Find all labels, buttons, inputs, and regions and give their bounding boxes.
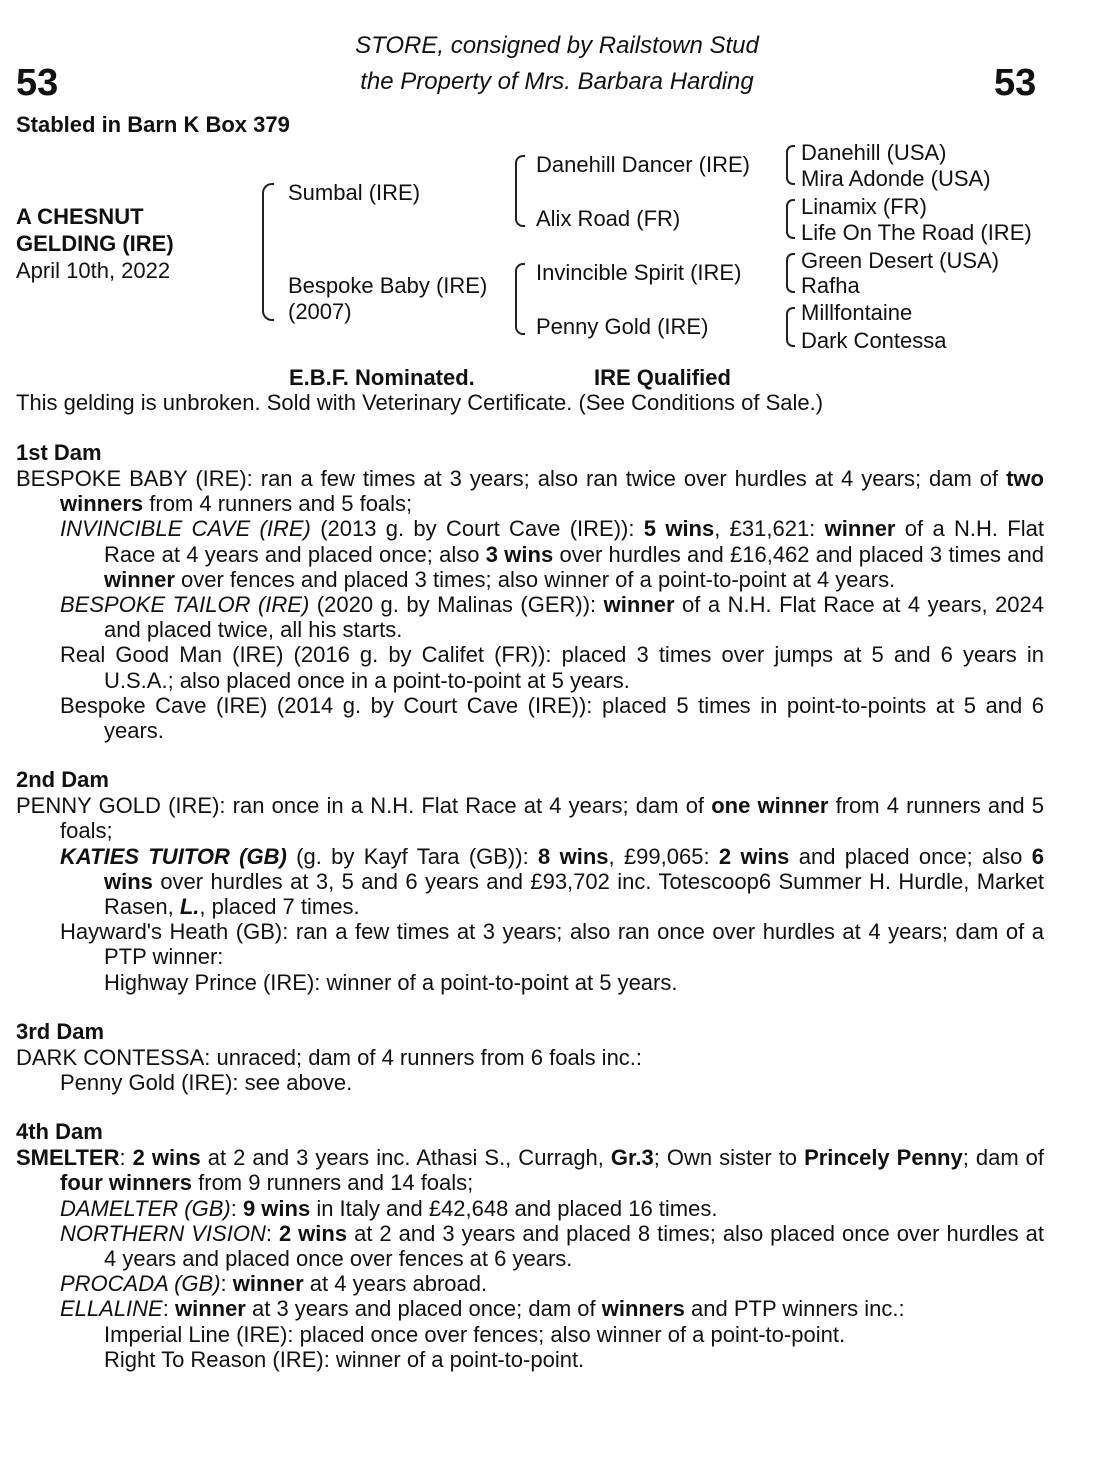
pedigree-ggs-3: Linamix (FR) <box>801 194 927 219</box>
dam1-intro: BESPOKE BABY (IRE): ran a few times at 3 years; also ran twice over hurdles at 4 years; dam of two winners from 4 runners and 5 foals; <box>16 466 1044 517</box>
pedigree-brace-dam <box>515 263 525 335</box>
ire-qualified: IRE Qualified <box>594 365 731 390</box>
horse-description-line2: GELDING (IRE) <box>16 231 174 256</box>
dam4-produce-1: DAMELTER (GB): 9 wins in Italy and £42,648 and placed 16 times. <box>60 1195 718 1221</box>
dam1-produce-4: Bespoke Cave (IRE) (2014 g. by Court Cave (IRE)): placed 5 times in point-to-points at 5 and 6 years. <box>60 692 1044 744</box>
pedigree-brace-g1 <box>786 145 795 185</box>
dam4-grandproduce-1: Imperial Line (IRE): placed once over fences; also winner of a point-to-point. <box>104 1321 846 1347</box>
lot-number-right: 53 <box>994 62 1037 104</box>
pedigree-brace-sire <box>515 155 525 227</box>
dam1-heading: 1st Dam <box>16 440 102 465</box>
pedigree-dam-dam: Penny Gold (IRE) <box>536 314 709 339</box>
dam3-intro: DARK CONTESSA: unraced; dam of 4 runners from 6 foals inc.: <box>16 1044 643 1070</box>
pedigree-ggd-6: Rafha <box>801 273 860 298</box>
dam4-heading: 4th Dam <box>16 1119 103 1145</box>
horse-description-line1: A CHESNUT <box>16 204 144 229</box>
pedigree-sire-sire: Danehill Dancer (IRE) <box>536 152 750 177</box>
dam3-produce-1: Penny Gold (IRE): see above. <box>60 1070 353 1096</box>
pedigree-dam: Bespoke Baby (IRE) <box>288 273 488 298</box>
property-line: the Property of Mrs. Barbara Harding <box>360 68 754 95</box>
pedigree-brace-g3 <box>786 253 795 293</box>
foaling-date: April 10th, 2022 <box>16 258 171 283</box>
dam3-heading: 3rd Dam <box>16 1018 105 1044</box>
dam2-heading: 2nd Dam <box>16 767 109 793</box>
pedigree-ggd-4: Life On The Road (IRE) <box>801 220 1032 245</box>
lot-number-left: 53 <box>16 62 59 104</box>
pedigree-ggd-2: Mira Adonde (USA) <box>801 166 991 191</box>
dam2-intro: PENNY GOLD (IRE): ran once in a N.H. Flat Race at 4 years; dam of one winner from 4 runners and 5 foals; <box>16 793 1045 844</box>
dam4-produce-2: NORTHERN VISION: 2 wins at 2 and 3 years and placed 8 times; also placed once over hurdles at 4 years and placed once over fences at 6 years. <box>60 1220 1044 1272</box>
dam4-grandproduce-2: Right To Reason (IRE): winner of a point-to-point. <box>104 1346 585 1372</box>
sale-note: This gelding is unbroken. Sold with Veterinary Certificate. (See Conditions of Sale.) <box>16 390 824 415</box>
dam4-intro: SMELTER: 2 wins at 2 and 3 years inc. Athasi S., Curragh, Gr.3; Own sister to Princely Penny; dam of four winners from 9 runners and 14 foals; <box>16 1145 1045 1196</box>
pedigree-brace-g2 <box>786 199 795 239</box>
pedigree-dam-sire: Invincible Spirit (IRE) <box>536 260 742 285</box>
dam2-produce-2: Hayward's Heath (GB): ran a few times at 3 years; also ran once over hurdles at 4 years; dam of a PTP winner: <box>60 919 1044 970</box>
dam2-produce-1: KATIES TUITOR (GB) (g. by Kayf Tara (GB)): 8 wins, £99,065: 2 wins and placed once; also 6 wins over hurdles at 3, 5 and 6 years and £93,702 inc. Totescoop6 Summer H. Hurdle, Market Rasen, L., placed 7 times. <box>60 843 1044 920</box>
dam1-produce-3: Real Good Man (IRE) (2016 g. by Califet (FR)): placed 3 times over jumps at 5 and 6 years in U.S.A.; also placed once in a point-to-point at 5 years. <box>60 642 1044 693</box>
dam1-produce-2: BESPOKE TAILOR (IRE) (2020 g. by Malinas (GER)): winner of a N.H. Flat Race at 4 years, 2024 and placed twice, all his starts. <box>60 592 1044 643</box>
pedigree-ggd-8: Dark Contessa <box>801 328 947 353</box>
dam2-grandproduce-1: Highway Prince (IRE): winner of a point-to-point at 5 years. <box>104 969 678 995</box>
pedigree-ggs-1: Danehill (USA) <box>801 140 947 165</box>
catalogue-page <box>16 440 1044 1372</box>
pedigree-brace-g4 <box>786 307 795 347</box>
dam1-produce-1: INVINCIBLE CAVE (IRE) (2013 g. by Court Cave (IRE)): 5 wins, £31,621: winner of a N.H. Flat Race at 4 years and placed once; also 3 wins over hurdles and £16,462 and placed 3 times and winner over fences and placed 3 times; also winner of a point-to-point at 4 years. <box>60 516 1044 592</box>
dam4-produce-4: ELLALINE: winner at 3 years and placed once; dam of winners and PTP winners inc.: <box>60 1296 905 1322</box>
pedigree-sire-dam: Alix Road (FR) <box>536 206 681 231</box>
pedigree-ggs-7: Millfontaine <box>801 300 913 325</box>
stabled-location: Stabled in Barn K Box 379 <box>16 112 290 137</box>
ebf-nominated: E.B.F. Nominated. <box>289 365 475 390</box>
consignor-line: STORE, consigned by Railstown Stud <box>355 32 759 59</box>
pedigree-brace-main <box>262 183 274 321</box>
pedigree-sire: Sumbal (IRE) <box>288 180 421 205</box>
dam4-produce-3: PROCADA (GB): winner at 4 years abroad. <box>60 1271 488 1297</box>
pedigree-dam-year: (2007) <box>288 299 352 324</box>
pedigree-ggs-5: Green Desert (USA) <box>801 248 1000 273</box>
